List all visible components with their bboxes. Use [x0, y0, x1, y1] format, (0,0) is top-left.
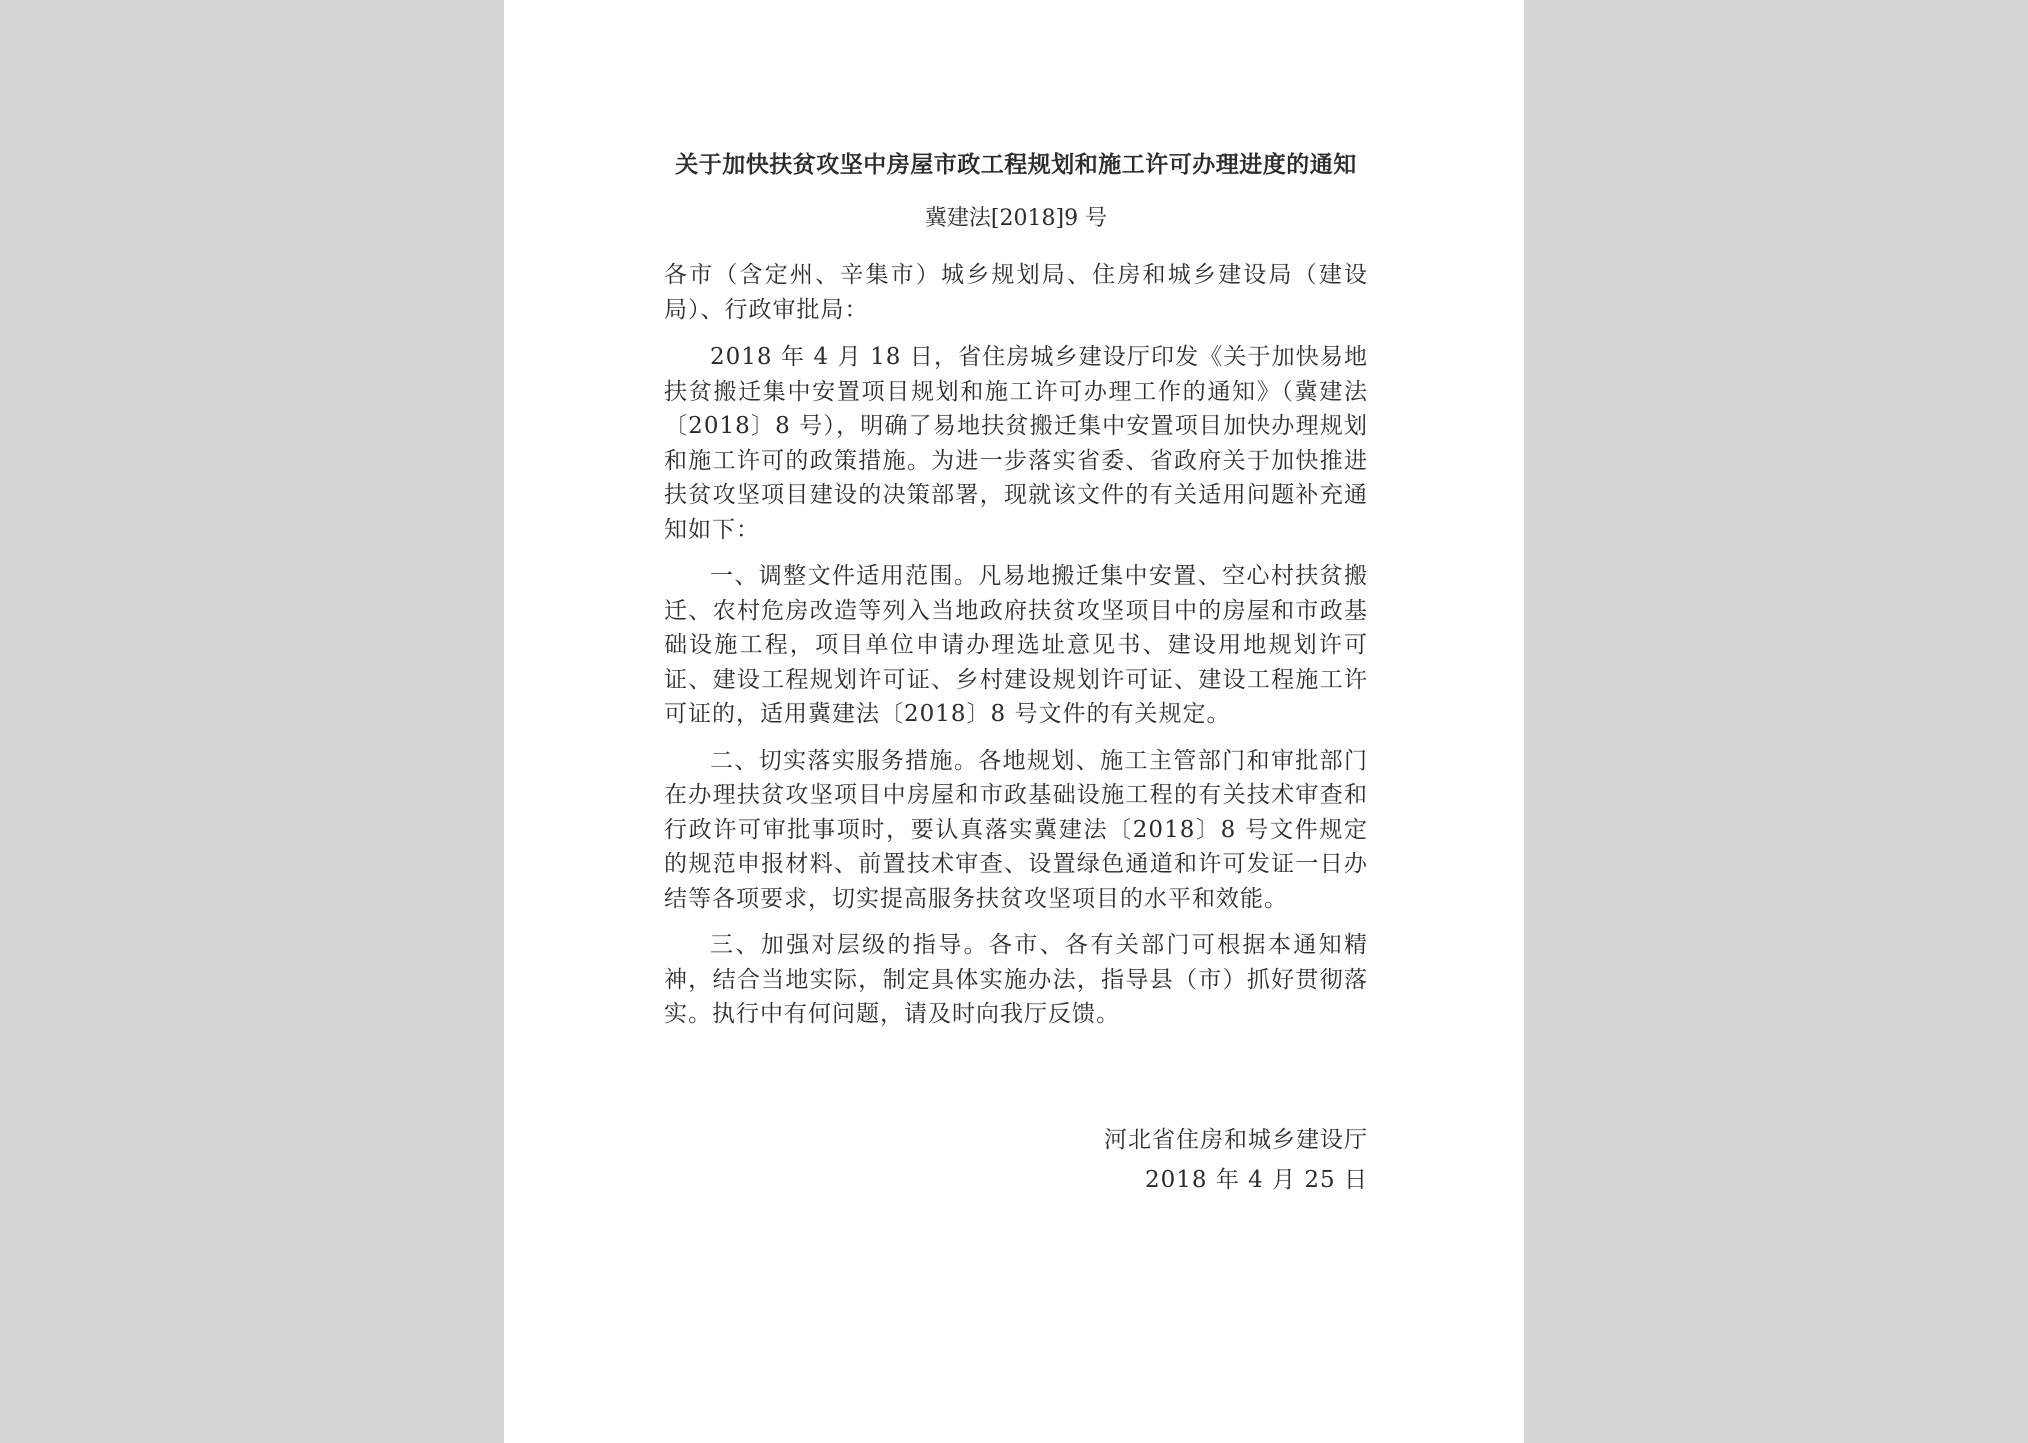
body-paragraph-3: 三、加强对层级的指导。各市、各有关部门可根据本通知精神，结合当地实际，制定具体实施办法，指导县（市）抓好贯彻落实。执行中有何问题，请及时向我厅反馈。: [664, 932, 1368, 1027]
body-paragraph-2: 二、切实落实服务措施。各地规划、施工主管部门和审批部门在办理扶贫攻坚项目中房屋和市政基础设施工程的有关技术审查和行政许可审批事项时，要认真落实冀建法〔2018〕8 号文件规定的规范申报材料、前置技术审查、设置绿色通道和许可发证一日办结等各项要求，切实提高服务扶贫攻坚项目的水平和效能。: [664, 747, 1368, 912]
signature-block: [664, 1120, 1368, 1200]
issue-date: 2018 年 4 月 25 日: [1145, 1166, 1368, 1193]
body-paragraph-intro: 2018 年 4 月 18 日，省住房城乡建设厅印发《关于加快易地扶贫搬迁集中安置项目规划和施工许可办理工作的通知》（冀建法〔2018〕8 号），明确了易地扶贫搬迁集中安置项目加快办理规划和施工许可的政策措施。为进一步落实省委、省政府关于加快推进扶贫攻坚项目建设的决策部署，现就该文件的有关适用问题补充通知如下：: [664, 344, 1368, 543]
document-title: 关于加快扶贫攻坚中房屋市政工程规划和施工许可办理进度的通知: [675, 151, 1357, 178]
document-content: [664, 148, 1368, 1200]
document-number: 冀建法[2018]9 号: [924, 206, 1108, 231]
document-page: [504, 0, 1524, 1443]
document-addressee: 各市（含定州、辛集市）城乡规划局、住房和城乡建设局（建设局）、行政审批局：: [664, 262, 1368, 323]
body-paragraph-1: 一、调整文件适用范围。凡易地搬迁集中安置、空心村扶贫搬迁、农村危房改造等列入当地政府扶贫攻坚项目中的房屋和市政基础设施工程，项目单位申请办理选址意见书、建设用地规划许可证、建设工程规划许可证、乡村建设规划许可证、建设工程施工许可证的，适用冀建法〔2018〕8 号文件的有关规定。: [664, 563, 1368, 727]
issuer-name: 河北省住房和城乡建设厅: [1104, 1126, 1368, 1153]
